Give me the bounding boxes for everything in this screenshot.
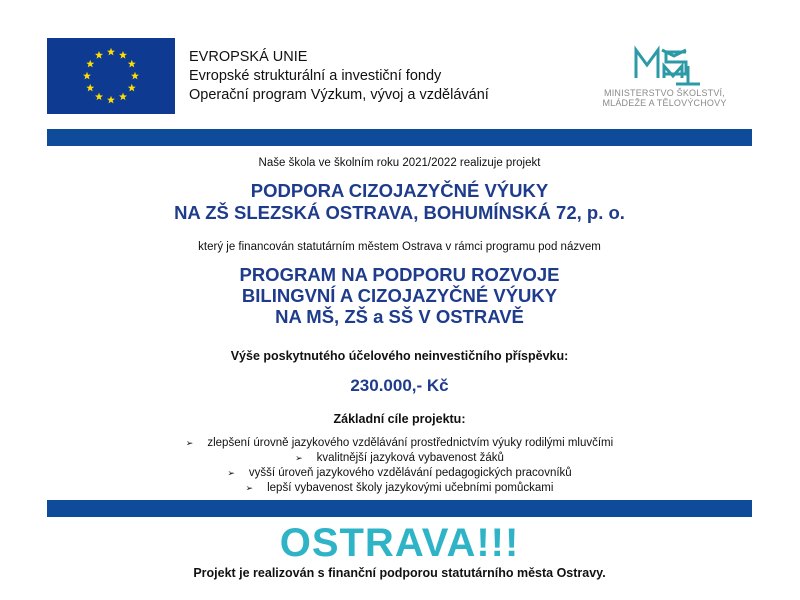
msmt-logo-icon bbox=[572, 40, 757, 116]
ostrava-logo: OSTRAVA!!! bbox=[279, 521, 520, 565]
eu-text-block bbox=[189, 48, 489, 105]
goal-text: kvalitnější jazyková vybavenost žáků bbox=[316, 452, 504, 464]
arrowhead-bullet-icon: ➢ bbox=[295, 454, 303, 464]
goal-text: vyšší úroveň jazykového vzdělávání pedagogických pracovníků bbox=[248, 467, 572, 479]
list-item bbox=[47, 481, 752, 496]
eu-line-union: EVROPSKÁ UNIE bbox=[189, 49, 308, 65]
project-title-line: NA ZŠ SLEZSKÁ OSTRAVA, BOHUMÍNSKÁ 72, p. o. bbox=[174, 202, 625, 223]
arrowhead-bullet-icon: ➢ bbox=[185, 439, 194, 449]
msmt-caption bbox=[572, 88, 757, 108]
project-title bbox=[47, 180, 752, 224]
list-item bbox=[47, 451, 752, 466]
eu-line-program: Operační program Výzkum, vývoj a vzdělávání bbox=[189, 87, 489, 103]
funding-note: Projekt je realizován s finanční podporou statutárního města Ostravy. bbox=[193, 566, 606, 580]
goals-heading: Základní cíle projektu: bbox=[333, 412, 466, 426]
eu-flag-icon bbox=[47, 38, 175, 114]
goal-text: zlepšení úrovně jazykového vzdělávání prostřednictvím výuky rodilými mluvčími bbox=[207, 437, 614, 449]
program-title bbox=[47, 264, 752, 327]
top-band bbox=[47, 129, 752, 146]
bottom-band bbox=[47, 500, 752, 517]
goals-list bbox=[47, 436, 752, 496]
contribution-label: Výše poskytnutého účelového neinvestičního příspěvku: bbox=[230, 349, 569, 363]
program-title-line: NA MŠ, ZŠ a SŠ V OSTRAVĚ bbox=[275, 306, 524, 327]
list-item bbox=[47, 466, 752, 481]
contribution-amount: 230.000,- Kč bbox=[350, 376, 449, 395]
goal-text: lepší vybavenost školy jazykovými učebními pomůckami bbox=[267, 482, 554, 494]
msmt-caption-line: MINISTERSTVO ŠKOLSTVÍ, bbox=[604, 88, 725, 98]
eu-line-funds: Evropské strukturální a investiční fondy bbox=[189, 68, 442, 84]
intro-text: Naše škola ve školním roku 2021/2022 realizuje projekt bbox=[258, 157, 541, 169]
project-title-line: PODPORA CIZOJAZYČNÉ VÝUKY bbox=[250, 180, 549, 201]
program-title-line: BILINGVNÍ A CIZOJAZYČNÉ VÝUKY bbox=[241, 285, 558, 306]
arrowhead-bullet-icon: ➢ bbox=[227, 469, 235, 479]
program-title-line: PROGRAM NA PODPORU ROZVOJE bbox=[239, 264, 560, 285]
arrowhead-bullet-icon: ➢ bbox=[245, 484, 254, 494]
financed-by-text: který je financován statutárním městem Ostrava v rámci programu pod názvem bbox=[198, 241, 601, 253]
msmt-caption-line: MLÁDEŽE A TĚLOVÝCHOVY bbox=[602, 98, 727, 108]
list-item bbox=[47, 436, 752, 451]
